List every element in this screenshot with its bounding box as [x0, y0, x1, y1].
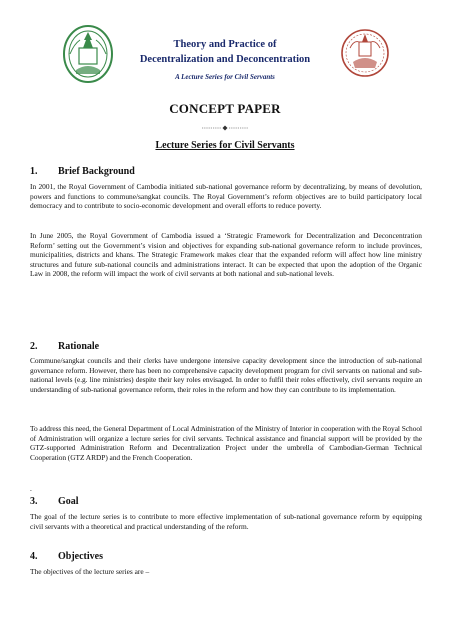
section-heading-text: Rationale — [58, 341, 100, 352]
ornament-divider — [202, 125, 248, 131]
section-number: 1. — [30, 166, 38, 177]
document-title: CONCEPT PAPER — [169, 101, 281, 116]
right-emblem-logo — [340, 24, 390, 82]
section-heading-text: Objectives — [58, 551, 103, 562]
stray-period: . — [30, 484, 32, 493]
paragraph-rationale-1: Commune/sangkat councils and their clerks have undergone intensive capacity development since the introduction of sub-national governance reform. However, there has been no comprehensive capacity development program for civil servants on national and sub-national levels (e.g. line ministries) despite their key roles envisaged. In order to fulfil their roles effectively, civil servants require an understanding of sub-national governance reform, their roles in the reform and how they can contribute to its implementation. — [30, 356, 422, 394]
section-heading-1 — [30, 166, 135, 177]
section-heading-text: Brief Background — [58, 166, 135, 177]
paragraph-goal: The goal of the lecture series is to contribute to more effective implementation of sub-national governance reform by equipping civil servants with a theoretical and practical understanding of the reform. — [30, 512, 422, 531]
paragraph-background-2: In June 2005, the Royal Government of Cambodia issued a ‘Strategic Framework for Decentralization and Deconcentration Reform’ setting out the Government’s vision and objectives for expanding sub-national governance reform to include provinces, municipalities, districts and khans. The Strategic Framework makes clear that the expanded reform will affect how line ministry structures and future sub-national councils and administrations interact. It can be expected that upon the adoption of the Organic Law in 2008, the reform will impact the work of civil servants at both national and sub-national levels. — [30, 231, 422, 279]
section-heading-2 — [30, 341, 99, 352]
paragraph-rationale-2: To address this need, the General Department of Local Administration of the Ministry of Interior in cooperation with the Royal School of Administration will organize a lecture series for civil servants. Technical assistance and financial support will be provided by the GTZ-supported Administration Reform and Decentralization Project under the umbrella of Cambodian-German Technical Cooperation (GTZ ARDP) and the French Cooperation. — [30, 424, 422, 462]
header-subtitle: A Lecture Series for Civil Servants — [175, 73, 275, 81]
left-emblem-logo — [62, 24, 114, 84]
section-number: 2. — [30, 341, 38, 352]
paragraph-objectives: The objectives of the lecture series are – — [30, 567, 150, 576]
section-number: 4. — [30, 551, 38, 562]
paragraph-background-1: In 2001, the Royal Government of Cambodia initiated sub-national governance reform by decentralizing, by means of devolution, powers and functions to commune/sangkat councils. The Royal Government’s reform objectives are to build participatory local democracy and to contribute to socio-economic development and overall efforts to reduce poverty. — [30, 182, 422, 211]
header-title-line-1: Theory and Practice of — [173, 39, 277, 50]
section-heading-4 — [30, 551, 103, 562]
header-title-line-2: Decentralization and Deconcentration — [139, 54, 311, 65]
section-heading-text: Goal — [58, 496, 79, 507]
section-number: 3. — [30, 496, 38, 507]
series-title: Lecture Series for Civil Servants — [155, 140, 295, 151]
section-heading-3 — [30, 496, 79, 507]
